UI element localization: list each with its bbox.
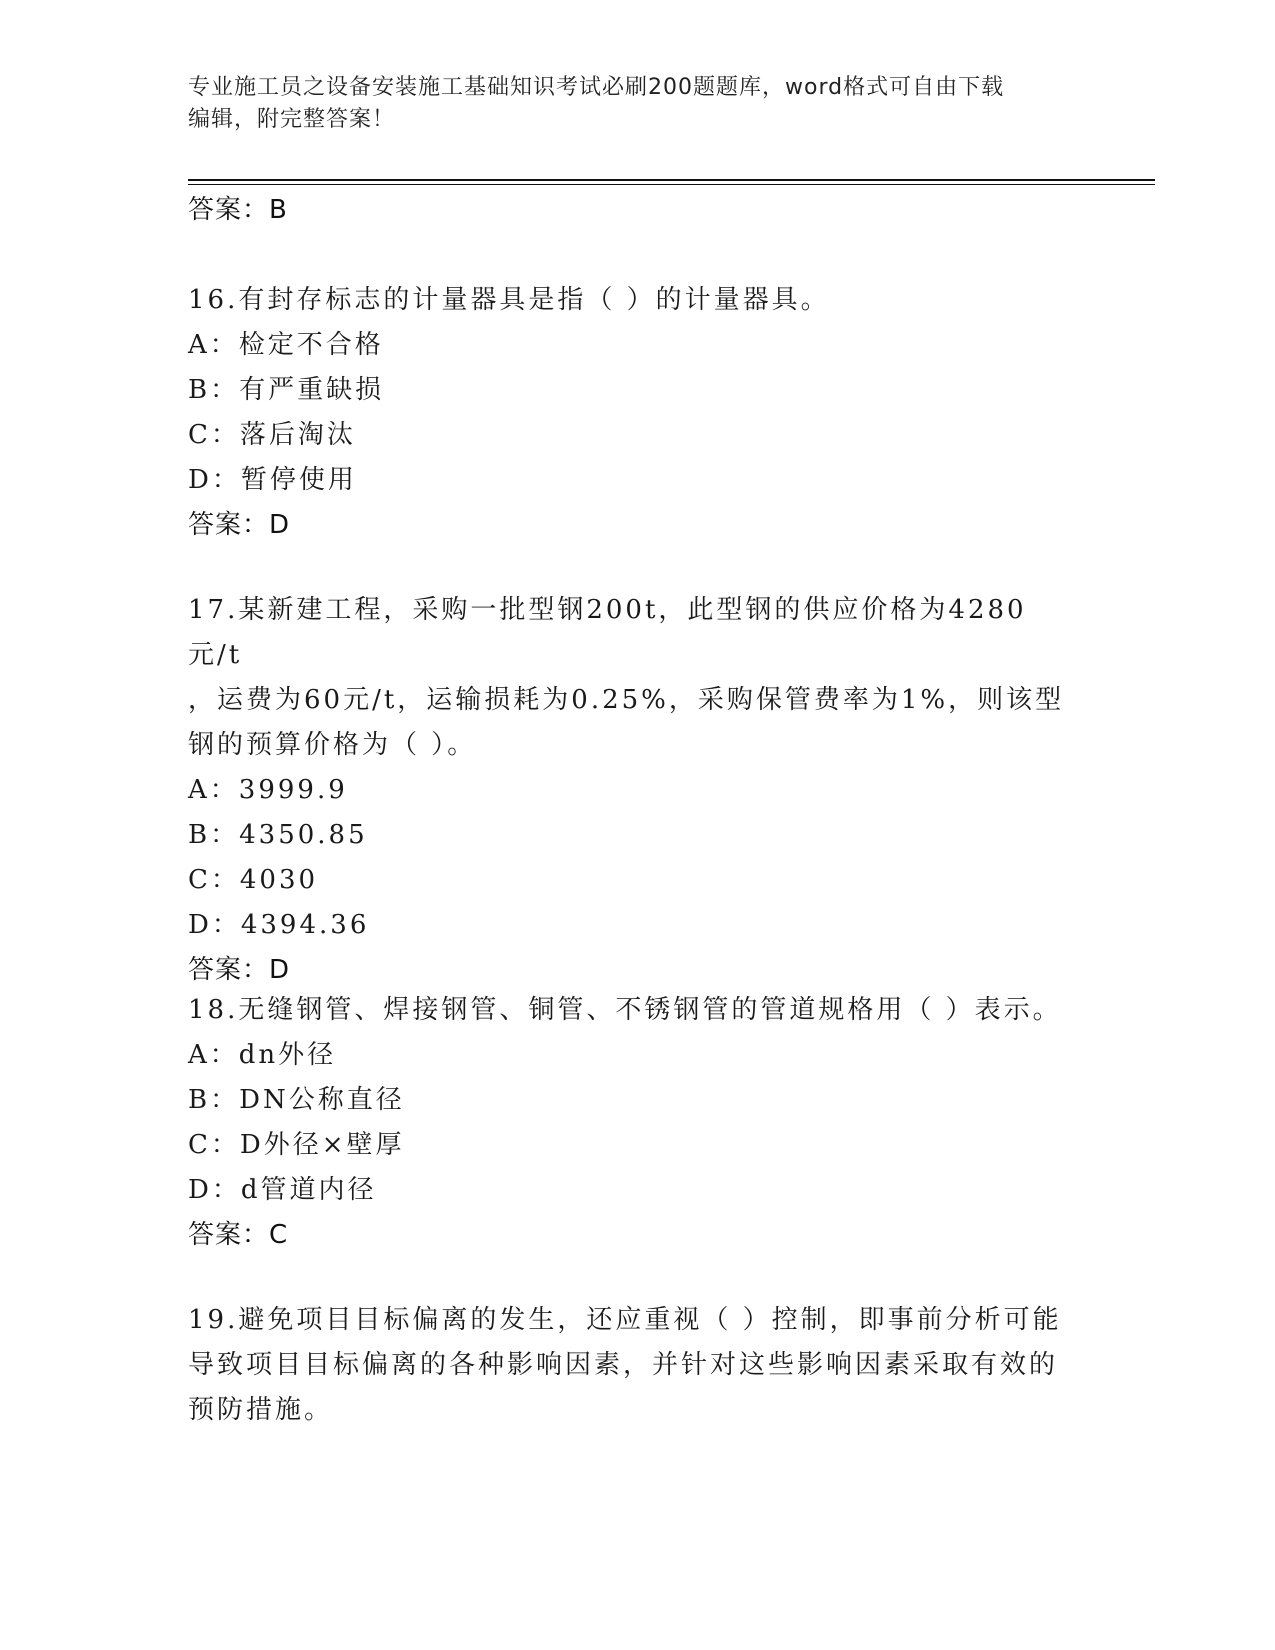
- header-line-2: 编辑，附完整答案！: [188, 107, 396, 132]
- question-stem-line-3: 预防措施。: [188, 1395, 334, 1425]
- question-stem-line-2: ，运费为60元/t，运输损耗为0.25%，采购保管费率为1%，则该型: [188, 685, 1065, 715]
- option-b: B：有严重缺损: [188, 375, 385, 405]
- question-stem-line-1: 19.避免项目目标偏离的发生，还应重视（ ）控制，即事前分析可能: [188, 1305, 1062, 1335]
- page-header: [188, 72, 1088, 136]
- option-b: B：4350.85: [188, 820, 368, 850]
- question-19: [188, 1298, 1068, 1433]
- option-a: A：检定不合格: [188, 330, 384, 360]
- question-17: [188, 588, 1068, 992]
- header-rule: [188, 179, 1155, 181]
- question-stem-line-3: 钢的预算价格为（ ）。: [188, 730, 477, 760]
- question-18: [188, 988, 1068, 1257]
- option-d: D：4394.36: [188, 910, 370, 940]
- option-d: D：d管道内径: [188, 1175, 377, 1205]
- answer-text: 答案：D: [188, 510, 291, 540]
- question-stem: 16.有封存标志的计量器具是指（ ）的计量器具。: [188, 285, 830, 315]
- option-b: B：DN公称直径: [188, 1085, 405, 1115]
- option-a: A：3999.9: [188, 775, 348, 805]
- option-c: C：4030: [188, 865, 319, 895]
- option-c: C：D外径×壁厚: [188, 1130, 405, 1160]
- answer-text: 答案：D: [188, 955, 291, 985]
- header-line-1: 专业施工员之设备安装施工基础知识考试必刷200题题库，word格式可自由下载: [188, 75, 1005, 100]
- question-stem-line-2: 导致项目目标偏离的各种影响因素，并针对这些影响因素采取有效的: [188, 1350, 1059, 1380]
- option-d: D：暂停使用: [188, 465, 357, 495]
- option-c: C：落后淘汰: [188, 420, 356, 450]
- question-stem: 18.无缝钢管、焊接钢管、铜管、不锈钢管的管道规格用（ ）表示。: [188, 995, 1062, 1025]
- question-16: [188, 278, 1068, 547]
- answer-text: 答案：C: [188, 1220, 289, 1250]
- answer-prev: 答案：B: [188, 195, 288, 225]
- question-stem-line-1: 17.某新建工程，采购一批型钢200t，此型钢的供应价格为4280元/t: [188, 595, 1027, 670]
- header-rule-thin: [188, 184, 1155, 185]
- option-a: A：dn外径: [188, 1040, 337, 1070]
